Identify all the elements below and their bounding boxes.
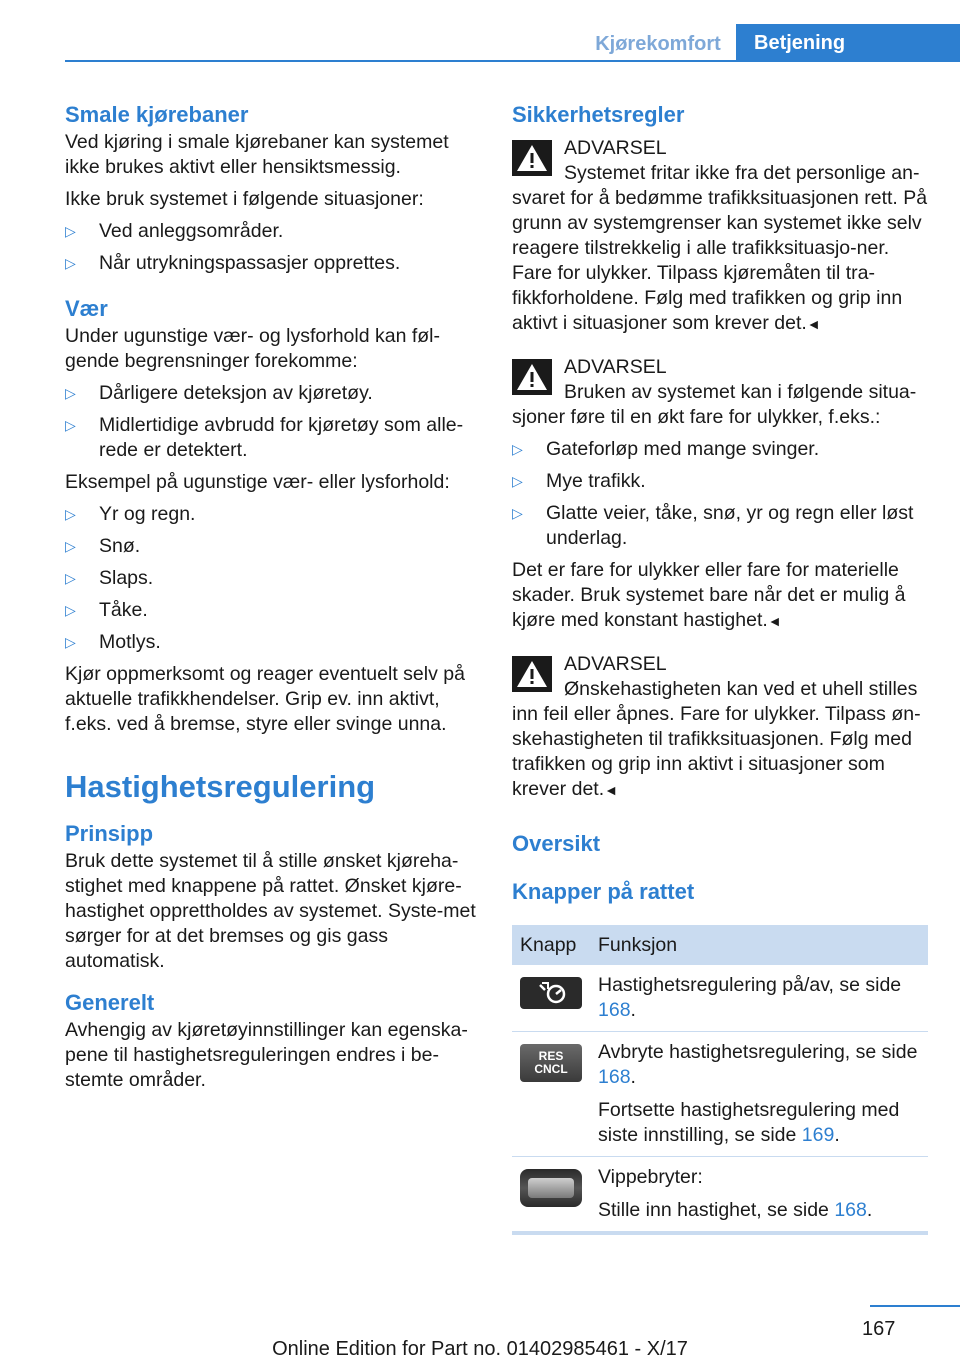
- header-tab-betjening[interactable]: Betjening: [736, 24, 960, 62]
- triangle-bullet-icon: ▷: [65, 223, 76, 239]
- page-link[interactable]: 168: [834, 1199, 867, 1221]
- paragraph: Avhengig av kjøretøyinnstillinger kan egenska‐pene til hastighetsreguleringen endres i be‐stemte områder.: [65, 1019, 468, 1091]
- warning-block: [512, 652, 928, 803]
- footer-edition: Online Edition for Part no. 01402985461 - X/17: [272, 1338, 688, 1360]
- list-item: ▷ Motlys.: [65, 631, 161, 653]
- bullet-list: [512, 437, 928, 551]
- section-title-generelt: Generelt: [65, 990, 155, 1015]
- bullet-list: [65, 502, 480, 655]
- warning-triangle-icon: [512, 140, 552, 176]
- warning-triangle-icon: [512, 656, 552, 692]
- footer-rule: [870, 1305, 960, 1307]
- warning-block: [512, 355, 928, 430]
- table-header-funksjon: Funksjon: [590, 925, 928, 965]
- triangle-bullet-icon: ▷: [512, 505, 523, 521]
- triangle-bullet-icon: ▷: [512, 441, 523, 457]
- paragraph: Ved kjøring i smale kjørebaner kan systemet ikke brukes aktivt eller hensiktsmessig.: [65, 131, 449, 178]
- table-cell-icon: [512, 965, 590, 1032]
- list-item: ▷ Mye trafikk.: [512, 470, 646, 492]
- page-link[interactable]: 168: [598, 999, 631, 1021]
- end-mark: ◄: [767, 613, 782, 629]
- list-item: ▷ Dårligere deteksjon av kjøretøy.: [65, 382, 373, 404]
- warning-text: Bruken av systemet kan i følgende situa‐sjoner føre til en økt fare for ulykker, f.eks.:: [512, 381, 917, 428]
- chapter-title-hastighetsregulering: Hastighetsregulering: [65, 769, 376, 804]
- warning-triangle-icon: [512, 359, 552, 395]
- triangle-bullet-icon: ▷: [65, 634, 76, 650]
- list-item: ▷ Ved anleggsområder.: [65, 220, 284, 242]
- section-title-sikkerhetsregler: Sikkerhetsregler: [512, 102, 685, 127]
- triangle-bullet-icon: ▷: [65, 417, 76, 433]
- table-cell-function: Vippebryter: Stille inn hastighet, se side 168.: [590, 1157, 928, 1234]
- list-item: ▷ Når utrykningspassasjer opprettes.: [65, 252, 401, 274]
- left-column: [65, 100, 480, 1100]
- warning-text: Ønskehastigheten kan ved et uhell stilles inn feil eller åpnes. Fare for ulykker. Tilpass øn‐skehastigheten til trafikksituasjonen. Følg med trafikken og grip inn aktivt i situasjoner som krever det.: [512, 678, 921, 800]
- section-title-prinsipp: Prinsipp: [65, 821, 154, 846]
- list-item: ▷ Midlertidige avbrudd for kjøretøy som alle‐rede er detektert.: [65, 414, 464, 461]
- list-item: ▷ Tåke.: [65, 599, 148, 621]
- triangle-bullet-icon: ▷: [65, 602, 76, 618]
- triangle-bullet-icon: ▷: [65, 255, 76, 271]
- paragraph: Eksempel på ugunstige vær- eller lysforhold:: [65, 471, 450, 493]
- list-item: ▷ Yr og regn.: [65, 503, 196, 525]
- table-cell-function: Avbryte hastighetsregulering, se side 168. Fortsette hastighetsregulering med siste innstilling, se side 169.: [590, 1032, 928, 1157]
- bullet-list: [65, 219, 480, 276]
- rocker-switch-icon: [520, 1169, 582, 1207]
- end-mark: ◄: [604, 782, 618, 798]
- triangle-bullet-icon: ▷: [65, 570, 76, 586]
- page-link[interactable]: 168: [598, 1066, 631, 1088]
- paragraph: Kjør oppmerksomt og reager eventuelt selv på aktuelle trafikkhendelser. Grip ev. inn aktivt, f.eks. ved å bremse, styre eller svinge unna.: [65, 663, 465, 735]
- paragraph: Ikke bruk systemet i følgende situasjoner:: [65, 188, 424, 210]
- cruise-control-icon: [520, 977, 582, 1009]
- warning-text: Systemet fritar ikke fra det personlige an‐svaret for å bedømme trafikksituasjonen rett. På grunn av systemgrenser kan systemet ikke selv reagere tilstrekkelig i alle trafikksituasjo‐ner. Fare for ulykker. Tilpass kjøremåten til tra‐fikkforholdene. Følg med trafikken og grip inn aktivt i situasjoner som krever det.: [512, 162, 928, 334]
- table-row: [512, 1032, 928, 1157]
- warning-label: ADVARSEL: [564, 653, 667, 675]
- header-tab-kjorekomfort[interactable]: Kjørekomfort: [595, 32, 721, 55]
- list-item: ▷ Snø.: [65, 535, 141, 557]
- paragraph: Det er fare for ulykker eller fare for materielle skader. Bruk systemet bare når det er mulig å kjøre med konstant hastighet.◄: [512, 559, 906, 631]
- warning-label: ADVARSEL: [564, 137, 667, 159]
- page-link[interactable]: 169: [801, 1124, 835, 1146]
- warning-label: ADVARSEL: [564, 356, 667, 378]
- header-rule: [65, 60, 960, 62]
- end-mark: ◄: [806, 316, 821, 332]
- table-cell-icon: [512, 1032, 590, 1157]
- triangle-bullet-icon: ▷: [512, 473, 523, 489]
- table-row: [512, 965, 928, 1032]
- table-header-knapp: Knapp: [512, 925, 590, 965]
- bullet-list: [65, 381, 480, 463]
- table-header-row: [512, 925, 928, 965]
- list-item: ▷ Glatte veier, tåke, snø, yr og regn eller løst underlag.: [512, 502, 914, 549]
- buttons-table: [512, 925, 928, 1235]
- triangle-bullet-icon: ▷: [65, 506, 76, 522]
- triangle-bullet-icon: ▷: [65, 538, 76, 554]
- paragraph: Bruk dette systemet til å stille ønsket kjøreha‐stighet med knappene på rattet. Ønsket kjøre‐hastighet opprettholdes av systemet. Syste‐met sørger for at det bremses og gis gass automatisk.: [65, 850, 476, 972]
- page-number: 167: [862, 1318, 896, 1340]
- table-row: [512, 1157, 928, 1234]
- triangle-bullet-icon: ▷: [65, 385, 76, 401]
- list-item: ▷ Slaps.: [65, 567, 154, 589]
- right-column: [512, 100, 928, 1235]
- warning-block: [512, 136, 928, 337]
- table-cell-function: Hastighetsregulering på/av, se side 168.: [590, 965, 928, 1032]
- paragraph: Under ugunstige vær- og lysforhold kan føl‐gende begrensninger forekomme:: [65, 325, 441, 372]
- section-title-vaer: Vær: [65, 296, 108, 321]
- section-title-knapper: Knapper på rattet: [512, 879, 695, 904]
- section-title-oversikt: Oversikt: [512, 831, 601, 856]
- table-cell-icon: [512, 1157, 590, 1234]
- res-cncl-icon: RES CNCL: [520, 1044, 582, 1082]
- section-title-smale: Smale kjørebaner: [65, 102, 249, 127]
- list-item: ▷ Gateforløp med mange svinger.: [512, 438, 820, 460]
